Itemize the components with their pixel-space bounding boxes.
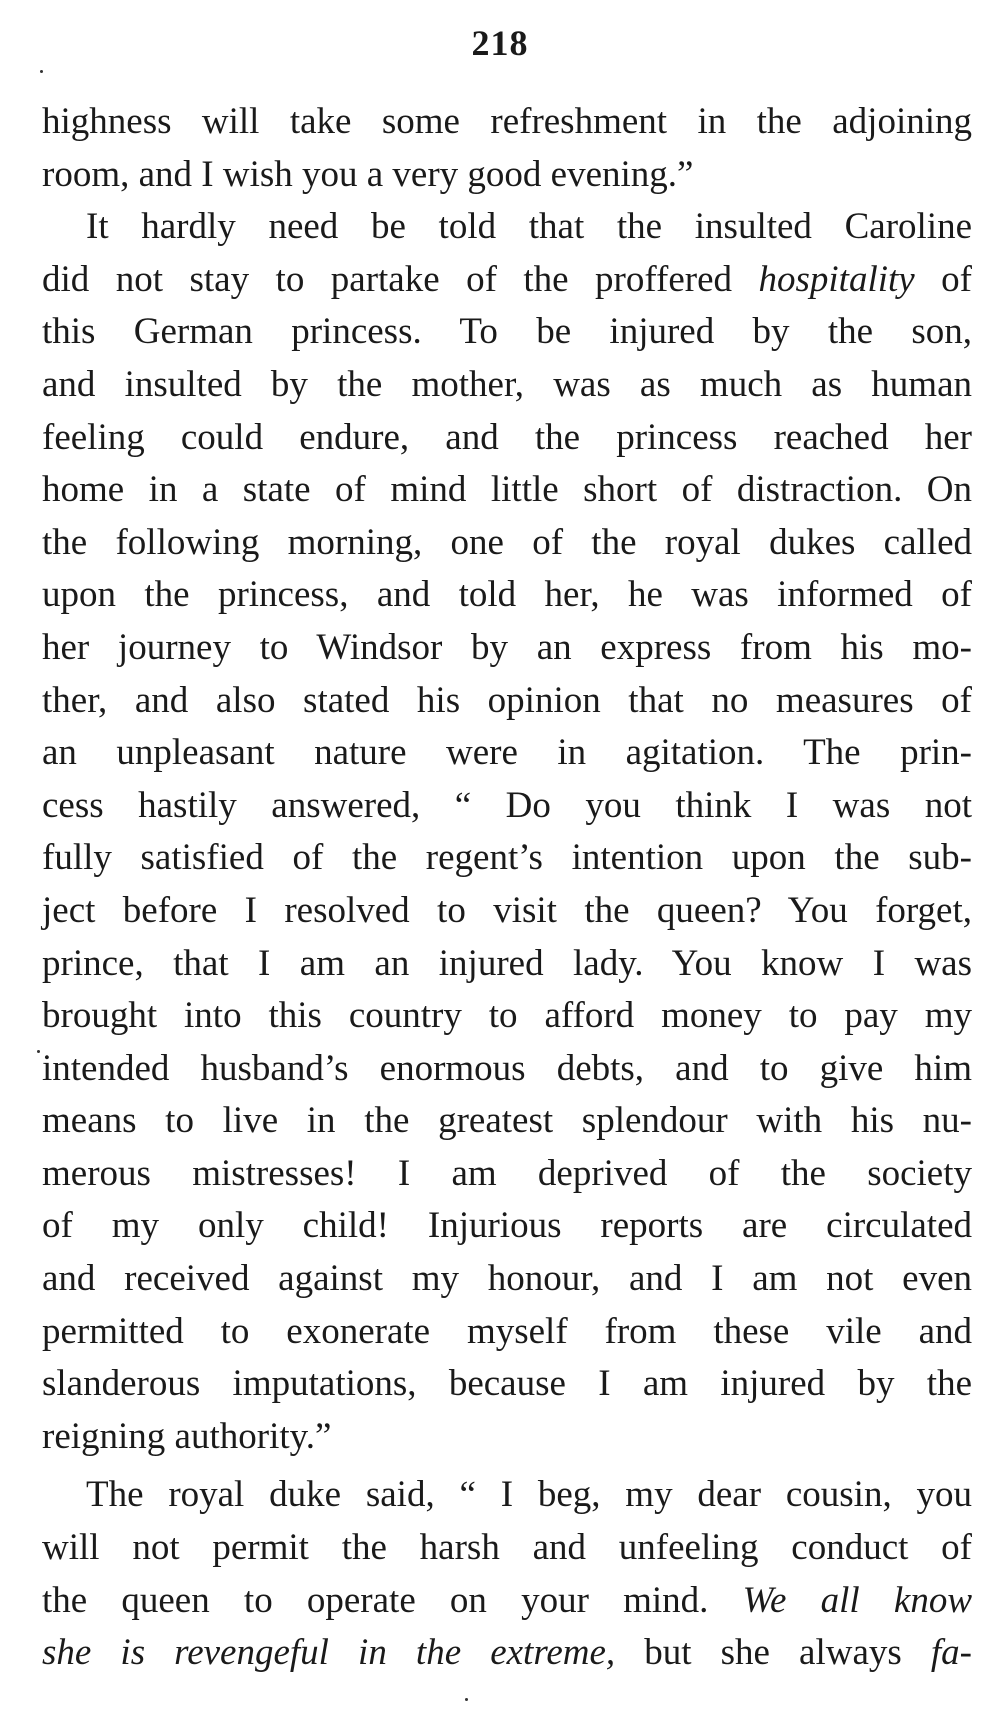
print-speck [37, 1050, 40, 1053]
text-segment: and received against my honour, and I am not even [42, 1258, 972, 1300]
text-segment: It hardly need be told that the insulted Caroline [86, 206, 972, 248]
text-segment: did not stay to partake of the proffered [42, 258, 759, 300]
text-line [42, 1411, 972, 1464]
text-line [42, 1306, 972, 1359]
text-segment: an unpleasant nature were in agitation. The prin- [42, 732, 972, 774]
text-segment: highness will take some refreshment in the adjoining [42, 101, 972, 142]
text-segment: her journey to Windsor by an express from his mo- [42, 626, 972, 668]
text-segment: but she always [615, 1632, 931, 1674]
text-line [42, 464, 972, 517]
text-segment: slanderous imputations, because I am injured by the [42, 1363, 972, 1405]
text-line [42, 1148, 972, 1201]
text-segment: brought into this country to afford money to pay my [42, 995, 972, 1037]
text-line [42, 306, 972, 359]
text-segment: upon the princess, and told her, he was informed of [42, 574, 972, 616]
text-segment: room, and I wish you a very good evening.” [42, 153, 694, 195]
text-line [42, 1043, 972, 1096]
page-number: 218 [471, 23, 529, 63]
text-line [42, 517, 972, 570]
italic-text: fa- [930, 1632, 972, 1674]
text-segment: reigning authority.” [42, 1415, 332, 1457]
text-line [42, 96, 972, 149]
text-line [42, 254, 972, 307]
text-line [42, 412, 972, 465]
text-line [42, 938, 972, 991]
print-speck [465, 1698, 468, 1701]
text-line [42, 832, 972, 885]
text-segment: of my only child! Injurious reports are circulated [42, 1205, 972, 1247]
text-segment: feeling could endure, and the princess reached her [42, 416, 972, 458]
text-segment: the queen to operate on your mind. [42, 1579, 743, 1621]
text-segment: ject before I resolved to visit the queen? You forget, [42, 889, 972, 931]
body-text [42, 96, 972, 1680]
text-line [42, 569, 972, 622]
text-segment: and insulted by the mother, was as much as human [42, 363, 972, 405]
text-segment: merous mistresses! I am deprived of the society [42, 1152, 972, 1194]
text-line [42, 1253, 972, 1306]
text-segment: home in a state of mind little short of distraction. On [42, 469, 972, 511]
italic-text: hospitality [758, 258, 915, 300]
text-line [42, 1522, 972, 1575]
text-line [42, 1095, 972, 1148]
text-segment: of [914, 258, 973, 300]
text-segment: fully satisfied of the regent’s intention upon the sub- [42, 837, 972, 879]
text-line [42, 1469, 972, 1522]
text-line [42, 1358, 972, 1411]
print-speck [40, 70, 43, 73]
text-segment: this German princess. To be injured by the son, [42, 311, 972, 353]
text-segment: the following morning, one of the royal dukes called [42, 521, 972, 563]
text-line [42, 780, 972, 833]
text-segment: prince, that I am an injured lady. You know I was [42, 942, 972, 984]
text-segment: means to live in the greatest splendour with his nu- [42, 1100, 972, 1142]
text-line [42, 1627, 972, 1680]
text-segment: cess hastily answered, “ Do you think I was not [42, 784, 972, 826]
text-segment: The royal duke said, “ I beg, my dear cousin, you [86, 1474, 972, 1516]
text-line [42, 622, 972, 675]
text-line [42, 990, 972, 1043]
text-line [42, 1575, 972, 1628]
text-line [42, 675, 972, 728]
text-line [42, 149, 972, 202]
italic-text: We all know [742, 1579, 973, 1621]
text-line [42, 201, 972, 254]
text-segment: intended husband’s enormous debts, and to give him [42, 1047, 972, 1089]
text-line [42, 1200, 972, 1253]
text-segment: permitted to exonerate myself from these vile and [42, 1310, 972, 1352]
italic-text: she is revengeful in the extreme, [42, 1632, 616, 1674]
text-line [42, 359, 972, 412]
text-segment: will not permit the harsh and unfeeling conduct of [42, 1527, 972, 1569]
text-segment: ther, and also stated his opinion that no measures of [42, 679, 972, 721]
text-line [42, 727, 972, 780]
text-line [42, 885, 972, 938]
